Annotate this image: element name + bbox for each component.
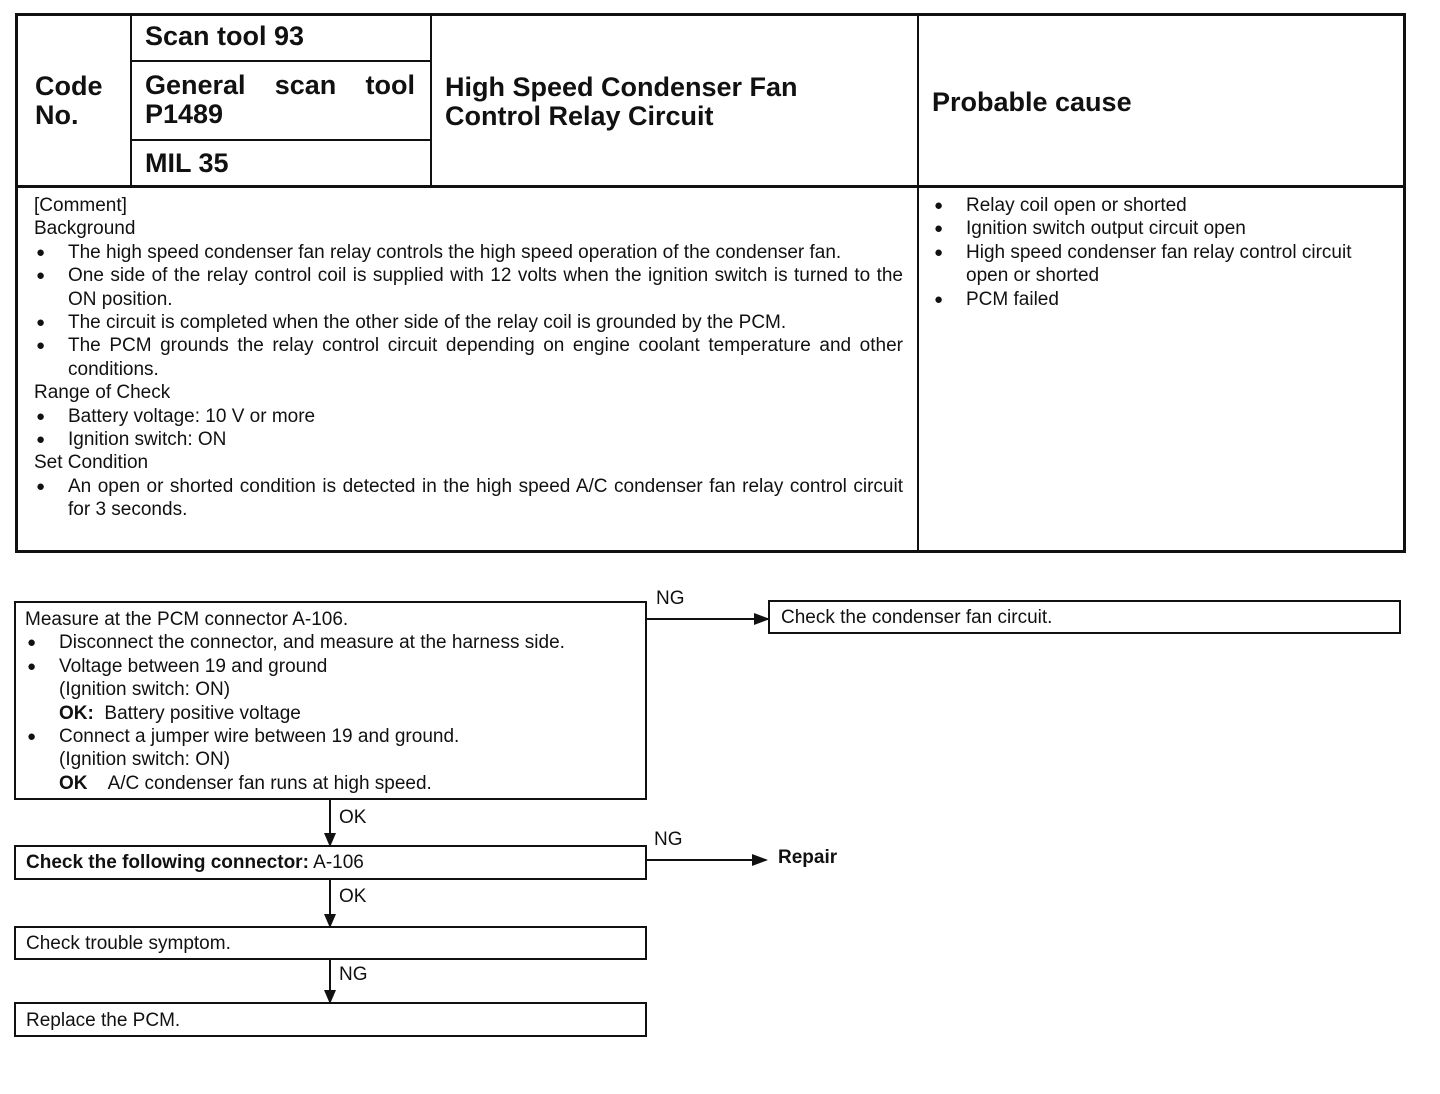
step1-ok-line [25,772,637,795]
list-item: ● Relay coil open or shorted [932,194,1392,217]
check-connector-label: Check the following connector: [26,852,309,873]
dtc-comment-table [15,186,1406,553]
dtc-title: High Speed Condenser Fan Control Relay Circuit [445,72,798,131]
list-item: ● The high speed condenser fan relay controls the high speed operation of the condenser fan. [34,241,903,264]
probable-cause-heading: Probable cause [932,87,1132,117]
range-heading: Range of Check [34,382,171,404]
ok-label: OK [339,886,367,907]
list-item: ● Disconnect the connector, and measure at the harness side. [25,631,637,654]
ok-arrow [329,880,331,926]
probable-cause-list [932,194,1392,311]
repair-result: Repair [778,847,838,868]
ng-arrow [647,618,768,620]
list-item: ● Battery voltage: 10 V or more [34,405,903,428]
step1-ok-line [25,702,637,725]
step1-note: (Ignition switch: ON) [59,749,231,771]
ok-label: OK [59,772,88,794]
list-item: ● Ignition switch: ON [34,428,903,451]
scan-tool-code: Scan tool 93 [145,21,305,51]
check-condenser-fan-box: Check the condenser fan circuit. [768,600,1401,634]
list-item: ● One side of the relay control coil is supplied with 12 volts when the ignition switch is turned to the ON position. [34,264,903,311]
ng-label: NG [656,588,685,609]
list-item: ● High speed condenser fan relay control circuit open or shorted [932,241,1392,288]
ng-label: NG [654,829,683,850]
ok-arrow [329,800,331,845]
background-heading: Background [34,218,136,240]
list-item: ● Connect a jumper wire between 19 and ground. [25,725,637,748]
ng-arrow [329,960,331,1002]
list-item: ● Ignition switch output circuit open [932,217,1392,240]
check-connector-box [14,845,647,880]
ok-label: OK [339,807,367,828]
connector-id: A-106 [313,852,364,873]
list-item: ● The circuit is completed when the other side of the relay coil is grounded by the PCM. [34,311,903,334]
list-item: ● PCM failed [932,288,1392,311]
general-scan-tool-code: General scan tool P1489 [145,70,415,129]
set-condition-heading: Set Condition [34,452,149,474]
ng-label: NG [339,964,368,985]
comment-label: [Comment] [34,195,127,216]
step1-note: (Ignition switch: ON) [59,679,231,701]
step1-measure-box [14,601,647,800]
list-item: ● An open or shorted condition is detected in the high speed A/C condenser fan relay control circuit for 3 seconds. [34,475,903,522]
ng-arrow [647,859,766,861]
ok-text: Battery positive voltage [104,702,301,724]
mil-code: MIL 35 [145,148,229,178]
list-item: ● The PCM grounds the relay control circuit depending on engine coolant temperature and other conditions. [34,334,903,381]
dtc-header-table [15,13,1406,188]
ok-text: A/C condenser fan runs at high speed. [107,772,432,794]
code-no-label: Code No. [35,71,103,130]
comment-section [34,194,903,522]
replace-pcm-box: Replace the PCM. [14,1002,647,1037]
step1-title: Measure at the PCM connector A-106. [25,609,349,630]
ok-label: OK: [59,702,94,724]
list-item: ● Voltage between 19 and ground [25,655,637,678]
check-symptom-box: Check trouble symptom. [14,926,647,960]
